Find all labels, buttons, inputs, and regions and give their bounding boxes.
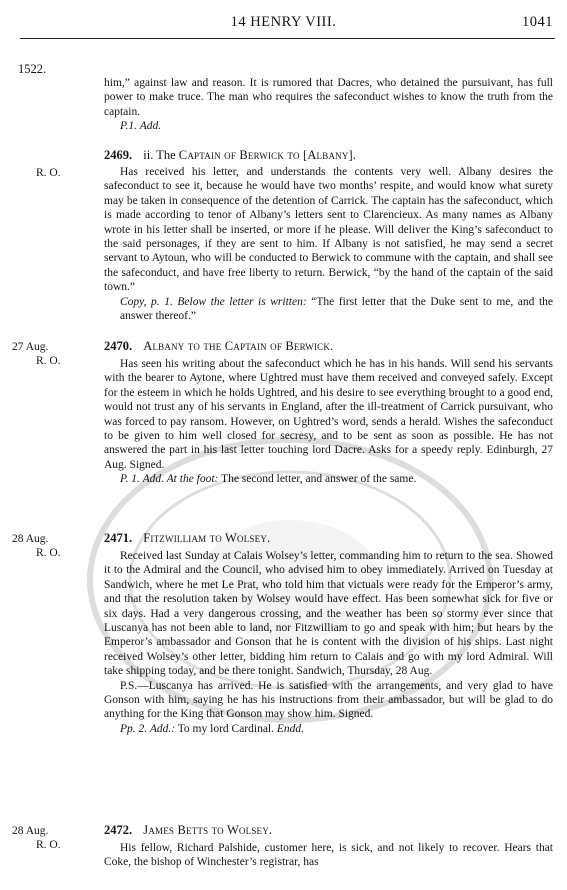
entry-note: P. 1. Add. At the foot: The second letter, and answer of the same. [120,473,417,486]
entry-number: 2471. [104,531,133,545]
header-rule [20,38,555,39]
entry-number: 2472. [104,823,133,837]
margin-ro: R. O. [36,547,61,559]
entry-title: Captain of Berwick to [Albany]. [178,148,357,162]
entry-2470-body [104,357,553,487]
margin-ro: R. O. [36,355,61,367]
intro-text: him,” against law and reason. It is rumored that Dacres, who detained the pursuivant, has full power to make truce. The man who requires the safeconduct wishes to know the truth from the captain. [104,77,553,118]
entry-text: Has received his letter, and understands the contents very well. Albany desires the safeconduct to see it, because he would have two months’ respite, and would know what surety may be taken in consequence of the detention of Carrick. The captain has the safeconduct, which is made according to tenor of Albany’s letters sent to Clarencieux. As many names as Albany wrote in his letter shall be inserted, or more if he please. Will deliver the King’s safeconduct to the said personages, if they are sent to him. If Albany is not satisfied, he may send a secret servant to Aytoun, who will be conducted to Berwick to commune with the captain, and shall see the safeconduct, and have free liberty to return. Berwick, “by the hand of the captain of the said town.” [104,166,553,294]
entry-2471-heading [104,531,553,546]
entry-note: Pp. 2. Add.: To my lord Cardinal. Endd. [120,722,305,735]
margin-ro: R. O. [36,839,61,851]
entry-title-prefix: ii. The [143,148,176,162]
entry-postscript: P.S.—Luscanya has arrived. He is satisfied with the arrangements, and very glad to have Gonson with him, saying he has his instructions from their ambassador, but will be glad to do anything for the King that Gonson may show him. Signed. [104,679,553,721]
intro-paragraph [104,76,553,134]
margin-year: 1522. [18,62,47,76]
entry-text: His fellow, Richard Palshide, customer here, is sick, and not likely to recover. Hears that Coke, the bishop of Winchester’s registrar, has [104,842,553,869]
entry-2471-body [104,549,553,736]
margin-date: 28 Aug. [12,533,49,545]
page-number: 1041 [522,14,553,30]
entry-number: 2469. [104,148,133,162]
entry-note: Copy, p. 1. Below the letter is written: “The first letter that the Duke sent to me, and the answer thereof.” [120,295,553,323]
entry-2469-margin [12,166,88,180]
entry-2470-heading [104,339,553,354]
entry-title: Fitzwilliam to Wolsey. [143,531,271,545]
intro-note: P.1. Add. [120,120,162,133]
entry-2470-margin [12,340,88,368]
entry-2471-margin [12,532,88,560]
entry-2469-heading [104,148,553,163]
margin-date: 27 Aug. [12,341,49,353]
entry-title: Albany to the Captain of Berwick. [143,339,334,353]
entry-number: 2470. [104,339,133,353]
entry-2469-body [104,165,553,323]
entry-title: James Betts to Wolsey. [143,823,273,837]
running-head: 14 HENRY VIII. [230,14,337,30]
entry-text: Has seen his writing about the safeconduct which he has in his hands. Will send his servants with the bearer to Aytone, where Ughtred must have them received and conveyed safely. Except for the esteem in which he holds Ughtred, and his desire to see everything brought to a good end, would not trust any of his servants in England, after the ill-treatment of Carrick pursuivant, who was forced to pay ransom. However, on Ughtred’s word, sends a herald. Wishes the safeconduct to be given to him well closed for secresy, and to be sent as soon as possible. He has not answered the part in his last letter touching lord Dacre. Asks for a speedy reply. Edinburgh, 27 Aug. Signed. [104,358,553,471]
entry-2472-heading [104,823,553,838]
entry-2472-margin [12,824,88,852]
entry-2472-body [104,841,553,870]
margin-date: 28 Aug. [12,825,49,837]
margin-ro: R. O. [36,167,61,179]
entry-text: Received last Sunday at Calais Wolsey’s letter, commanding him to return to the sea. Showed it to the Admiral and the Council, who advised him to obey immediately. Arrived on Tuesday at Sandwich, where he met Le Prat, who told him that victuals were ready for the Emperor’s army, and that the resolution taken by Wolsey would have effect. Has been somewhat sick for five or six days. Had a very dangerous crossing, and the weather has been so stormy ever since that Luscanya has not been able to land, nor Fitzwilliam to go and speak with him; but hears by the Emperor’s ambassador and Gonson that he is content with the division of his ships. Last night received Wolsey’s other letter, bidding him return to Calais and go with my lord Admiral. Will take shipping today, and be there tonight. Sandwich, Thursday, 28 Aug. [104,550,553,678]
